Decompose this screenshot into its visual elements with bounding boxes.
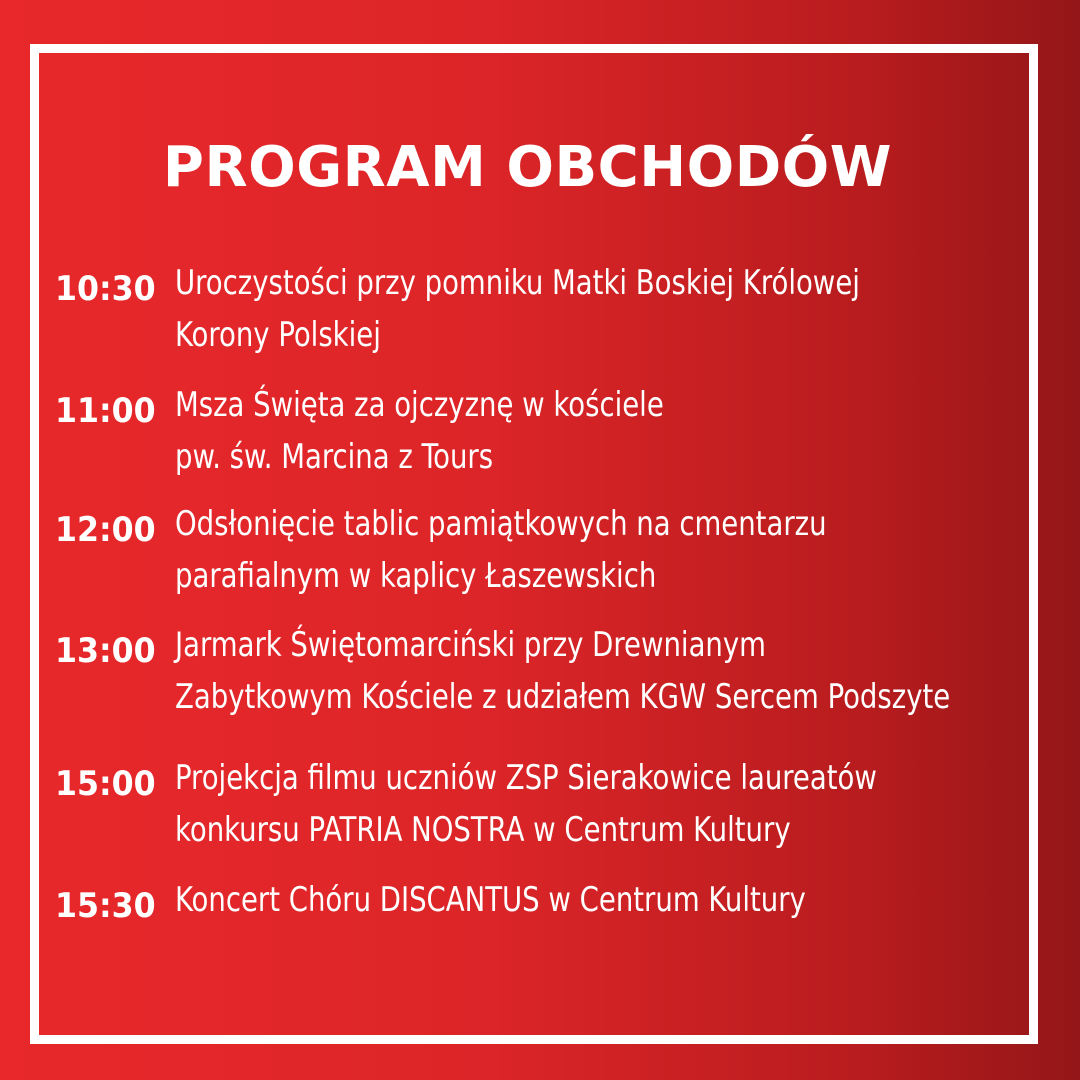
- event-time: 11:00: [55, 391, 156, 431]
- event-time: 13:00: [55, 631, 156, 671]
- event-description: [175, 874, 806, 926]
- event-time: 15:00: [55, 764, 156, 804]
- event-description: [175, 498, 827, 602]
- event-description: [175, 619, 950, 723]
- event-description: [175, 257, 860, 361]
- event-description: [175, 752, 877, 856]
- event-description-line: Korony Polskiej: [175, 315, 381, 355]
- event-description-line: pw. św. Marcina z Tours: [175, 437, 494, 477]
- event-description-line: Uroczystości przy pomniku Matki Boskiej Królowej: [175, 263, 860, 303]
- event-description-line: Projekcja filmu uczniów ZSP Sierakowice laureatów: [175, 758, 877, 798]
- event-time: 10:30: [55, 269, 156, 309]
- event-description: [175, 379, 664, 483]
- event-description-line: Koncert Chóru DISCANTUS w Centrum Kultury: [175, 880, 806, 920]
- event-description-line: konkursu PATRIA NOSTRA w Centrum Kultury: [175, 810, 791, 850]
- event-description-line: Zabytkowym Kościele z udziałem KGW Sercem Podszyte: [175, 677, 951, 717]
- event-time: 15:30: [55, 886, 156, 926]
- event-description-line: Msza Święta za ojczyznę w kościele: [175, 385, 664, 425]
- page-title: PROGRAM OBCHODÓW: [162, 135, 893, 200]
- event-description-line: parafialnym w kaplicy Łaszewskich: [175, 556, 657, 596]
- event-description-line: Jarmark Świętomarciński przy Drewnianym: [175, 625, 767, 665]
- event-description-line: Odsłonięcie tablic pamiątkowych na cmentarzu: [175, 504, 827, 544]
- event-time: 12:00: [55, 510, 156, 550]
